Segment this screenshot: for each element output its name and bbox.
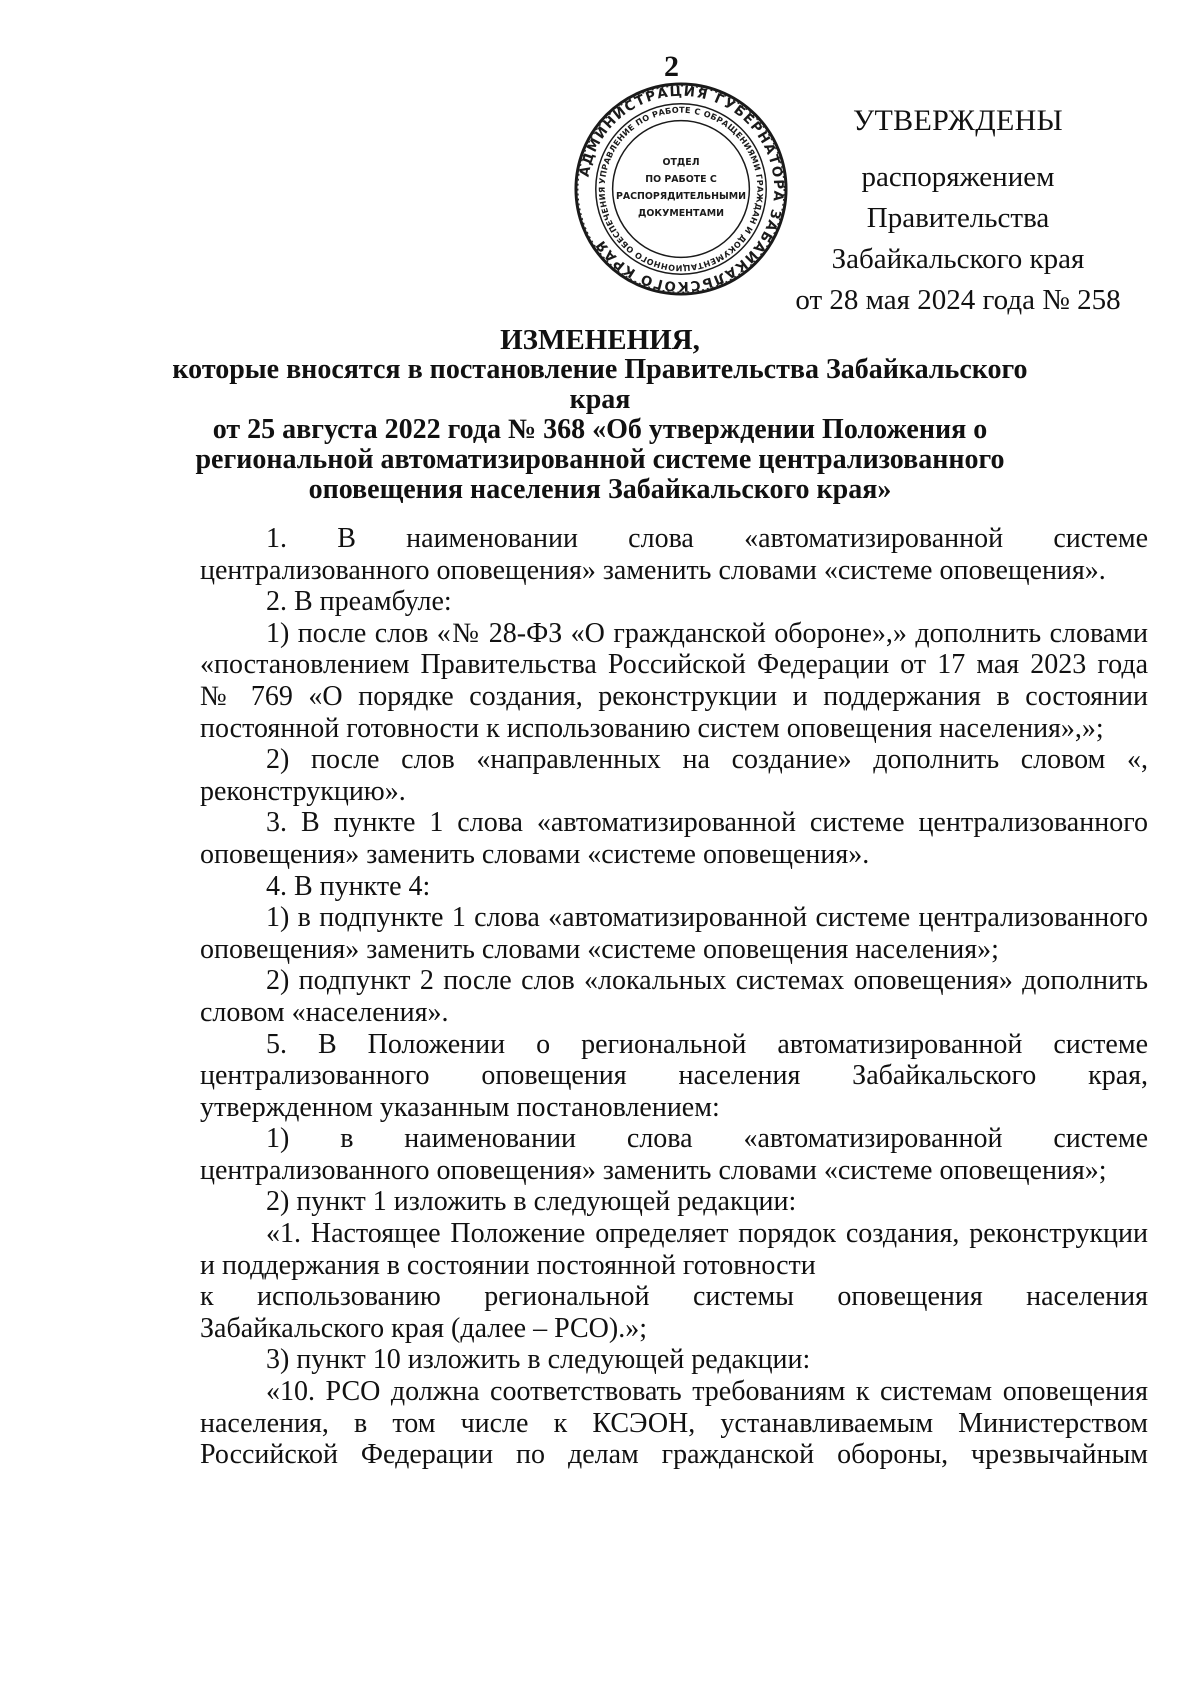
body-paragraph: 5. В Положении о региональной автоматизированной системе централизованного оповещения населения Забайкальского края, утвержденном указанным постановлением: (200, 1028, 1148, 1123)
title-line: которые вносятся в постановление Правительства Забайкальского края (172, 354, 1028, 415)
body-paragraph: 3. В пункте 1 слова «автоматизированной системе централизованного оповещения» заменить словами «системе оповещения». (200, 807, 1148, 870)
body-paragraph: 2) после слов «направленных на создание» дополнить словом «, реконструкцию». (200, 744, 1148, 807)
title-line: региональной автоматизированной системе централизованного (195, 444, 1005, 475)
document-title (160, 325, 1040, 505)
approval-block (768, 100, 1148, 321)
title-line: оповещения населения Забайкальского края» (308, 474, 892, 505)
body-paragraph: к использованию региональной системы оповещения населения Забайкальского края (далее – РСО).»; (200, 1281, 1148, 1344)
body-paragraph: 1) в наименовании слова «автоматизированной системе централизованного оповещения» заменить словами «системе оповещения»; (200, 1123, 1148, 1186)
body-paragraph: 2) пункт 1 изложить в следующей редакции: (266, 1186, 797, 1218)
official-stamp (572, 80, 790, 298)
stamp-center-line: ОТДЕЛ (662, 157, 700, 169)
stamp-center-line: РАСПОРЯДИТЕЛЬНЫМИ (615, 190, 747, 202)
body-paragraph: 3) пункт 10 изложить в следующей редакции: (266, 1344, 811, 1376)
approval-line: Забайкальского края (831, 243, 1085, 275)
stamp-center-line: ПО РАБОТЕ С (645, 174, 717, 186)
page-number: 2 (664, 50, 679, 83)
body-paragraph: 1) в подпункте 1 слова «автоматизированной системе централизованного оповещения» заменить словами «системе оповещения населения»; (200, 902, 1148, 965)
body-paragraph: 2. В преамбуле: (266, 586, 452, 618)
title-main: ИЗМЕНЕНИЯ, (500, 324, 700, 356)
stamp-middle-text: УПРАВЛЕНИЕ ПО РАБОТЕ С ОБРАЩЕНИЯМИ ГРАЖДАН И ДОКУМЕНТАЦИОННОГО ОБЕСПЕЧЕНИЯ (596, 104, 766, 274)
svg-text:АДМИНИСТРАЦИЯ ГУБЕРНАТОРА ЗАБА (578, 85, 786, 294)
body-paragraph: 1) после слов «№ 28-ФЗ «О гражданской обороне»,» дополнить словами «постановлением Правительства Российской Федерации от 17 мая 2023 года № 769 «О порядке создания, реконструкции и поддержания в состоянии постоянной готовности к использованию систем оповещения населения»,»; (200, 617, 1148, 744)
stamp-center-line: ДОКУМЕНТАМИ (638, 207, 724, 219)
body-paragraph: «10. РСО должна соответствовать требованиям к системам оповещения населения, в том числе к КСЭОН, устанавливаемым Министерством Российской Федерации по делам гражданской обороны, чрезвычайным (200, 1376, 1148, 1471)
body-paragraph: «1. Настоящее Положение определяет порядок создания, реконструкции и поддержания в состоянии постоянной готовности (200, 1218, 1148, 1281)
body-paragraph: 2) подпункт 2 после слов «локальных системах оповещения» дополнить словом «населения». (200, 965, 1148, 1028)
body-paragraph: 4. В пункте 4: (266, 870, 431, 902)
stamp-outer-text: АДМИНИСТРАЦИЯ ГУБЕРНАТОРА ЗАБАЙКАЛЬСКОГО КРАЯ (577, 84, 786, 294)
approval-heading: УТВЕРЖДЕНЫ (852, 104, 1064, 137)
body-paragraph: 1. В наименовании слова «автоматизированной системе централизованного оповещения» заменить словами «системе оповещения». (200, 523, 1148, 586)
title-line: от 25 августа 2022 года № 368 «Об утверждении Положения о (212, 414, 988, 445)
svg-text:УПРАВЛЕНИЕ ПО РАБОТЕ С ОБРАЩЕН (597, 105, 766, 274)
approval-line: от 28 мая 2024 года № 258 (795, 284, 1121, 316)
approval-line: распоряжением Правительства (861, 161, 1055, 234)
document-body (200, 523, 1148, 1471)
